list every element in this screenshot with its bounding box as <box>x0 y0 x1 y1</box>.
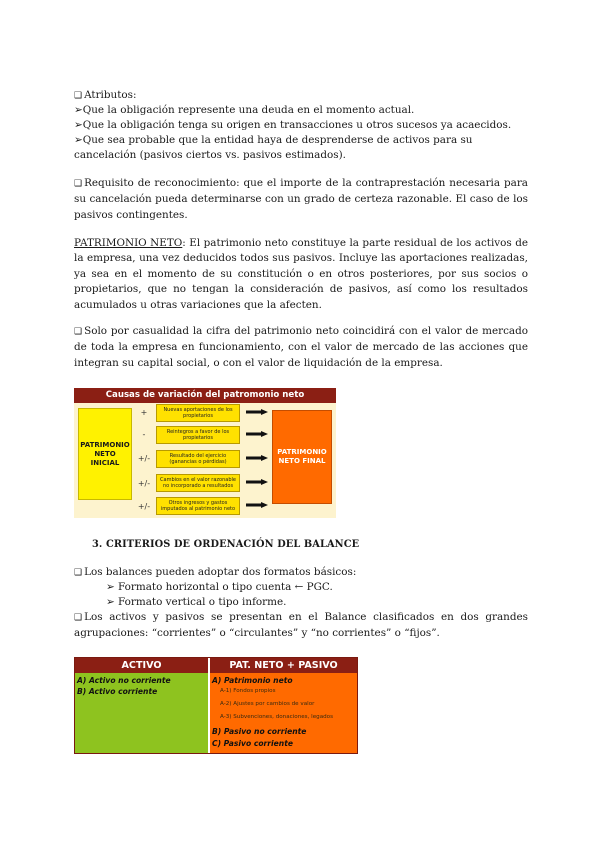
right-arrow-icon <box>246 502 268 508</box>
format-item: ➢ Formato horizontal o tipo cuenta ← PGC. <box>106 581 333 593</box>
diagram-title: Causas de variación del patromonio neto <box>74 388 336 403</box>
pn-sub-item: A-3) Subvenciones, donaciones, legados <box>220 714 334 720</box>
patrimonio-paragraph: PATRIMONIO NETO: El patrimonio neto constituye la parte residual de los activos de la empresa, una vez deducidos todos sus pasivos. Incluye las aportaciones realizadas, ya sea en el momento de su constitución o en otros posteriores, por sus socios o propietarios, que no tengan la consideración de pasivos, así como los resultados acumulados u otras variaciones que la afecten. <box>74 237 528 311</box>
checkbox-bullet-icon: ❑ <box>74 179 83 189</box>
attribute-item: ➢Que la obligación represente una deuda en el momento actual. <box>74 104 415 116</box>
attribute-item: ➢Que sea probable que la entidad haya de desprenderse de activos para su cancelación (pasivos ciertos vs. pasivos estimados). <box>74 134 473 162</box>
checkbox-bullet-icon: ❑ <box>74 327 83 337</box>
right-arrow-icon <box>246 409 268 415</box>
arrow-bullet-icon: ➢ <box>74 119 83 131</box>
activo-header: ACTIVO <box>75 658 208 673</box>
pasivo-item: C) Pasivo corriente <box>212 739 293 748</box>
arrow-bullet-icon: ➢ <box>106 581 119 593</box>
section-heading: 3. CRITERIOS DE ORDENACIÓN DEL BALANCE <box>92 539 360 550</box>
activo-item: B) Activo corriente <box>77 687 158 696</box>
pasivo-column <box>210 673 357 753</box>
cause-sign: +/- <box>137 479 151 488</box>
arrow-bullet-icon: ➢ <box>74 134 83 146</box>
right-arrow-icon <box>246 455 268 461</box>
patrimonio-term: PATRIMONIO NETO <box>74 237 183 249</box>
cause-box: Resultado del ejercicio (ganancias o pérdidas) <box>156 450 240 468</box>
pasivo-header: PAT. NETO + PASIVO <box>210 658 357 673</box>
cause-box: Cambios en el valor razonable no incorporado a resultados <box>156 474 240 492</box>
pasivo-item: B) Pasivo no corriente <box>212 727 307 736</box>
attribute-item: ➢Que la obligación tenga su origen en transacciones u otros sucesos ya acaecidos. <box>74 119 512 131</box>
checkbox-bullet-icon: ❑ <box>74 91 83 101</box>
recognition-paragraph: ❑ Requisito de reconocimiento: que el importe de la contraprestación necesaria para su cancelación pueda determinarse con un grado de certeza razonable. El caso de los pasivos contingentes. <box>74 177 528 221</box>
initial-equity-box: PATRIMONIO NETO INICIAL <box>78 408 132 500</box>
right-arrow-icon <box>246 431 268 437</box>
right-arrow-icon <box>246 479 268 485</box>
arrow-bullet-icon: ➢ <box>106 596 119 608</box>
arrow-bullet-icon: ➢ <box>74 104 83 116</box>
balance-table <box>74 657 358 754</box>
pn-sub-item: A-2) Ajustes por cambios de valor <box>220 701 315 707</box>
activo-item: A) Activo no corriente <box>77 676 171 685</box>
attributes-title: ❑ Atributos: <box>74 89 137 101</box>
checkbox-bullet-icon: ❑ <box>74 613 83 623</box>
cause-sign: - <box>142 430 146 439</box>
formats-intro: ❑ Los balances pueden adoptar dos formatos básicos: <box>74 566 357 578</box>
format-item: ➢ Formato vertical o tipo informe. <box>106 596 287 608</box>
cause-sign: + <box>140 408 148 417</box>
activo-column <box>75 673 208 753</box>
cause-sign: +/- <box>137 454 151 463</box>
cause-box: Otros ingresos y gastos imputados al patrimonio neto <box>156 497 240 515</box>
final-equity-box: PATRIMONIO NETO FINAL <box>272 410 332 504</box>
checkbox-bullet-icon: ❑ <box>74 568 83 578</box>
variation-diagram <box>74 384 336 518</box>
pn-title: A) Patrimonio neto <box>212 676 293 685</box>
pn-sub-item: A-1) Fondos propios <box>220 688 276 694</box>
cause-sign: +/- <box>137 502 151 511</box>
cause-box: Nuevas aportaciones de los propietarios <box>156 404 240 422</box>
casualidad-paragraph: ❑ Solo por casualidad la cifra del patrimonio neto coincidirá con el valor de mercado de toda la empresa en funcionamiento, con el valor de mercado de las acciones que integran su capital social, o con el valor de liquidación de la empresa. <box>74 325 528 369</box>
cause-box: Reintegros a favor de los propietarios <box>156 426 240 444</box>
groups-paragraph: ❑ Los activos y pasivos se presentan en el Balance clasificados en dos grandes agrupaciones: “corrientes” o “circulantes” y “no corrientes” o “fijos”. <box>74 611 528 640</box>
